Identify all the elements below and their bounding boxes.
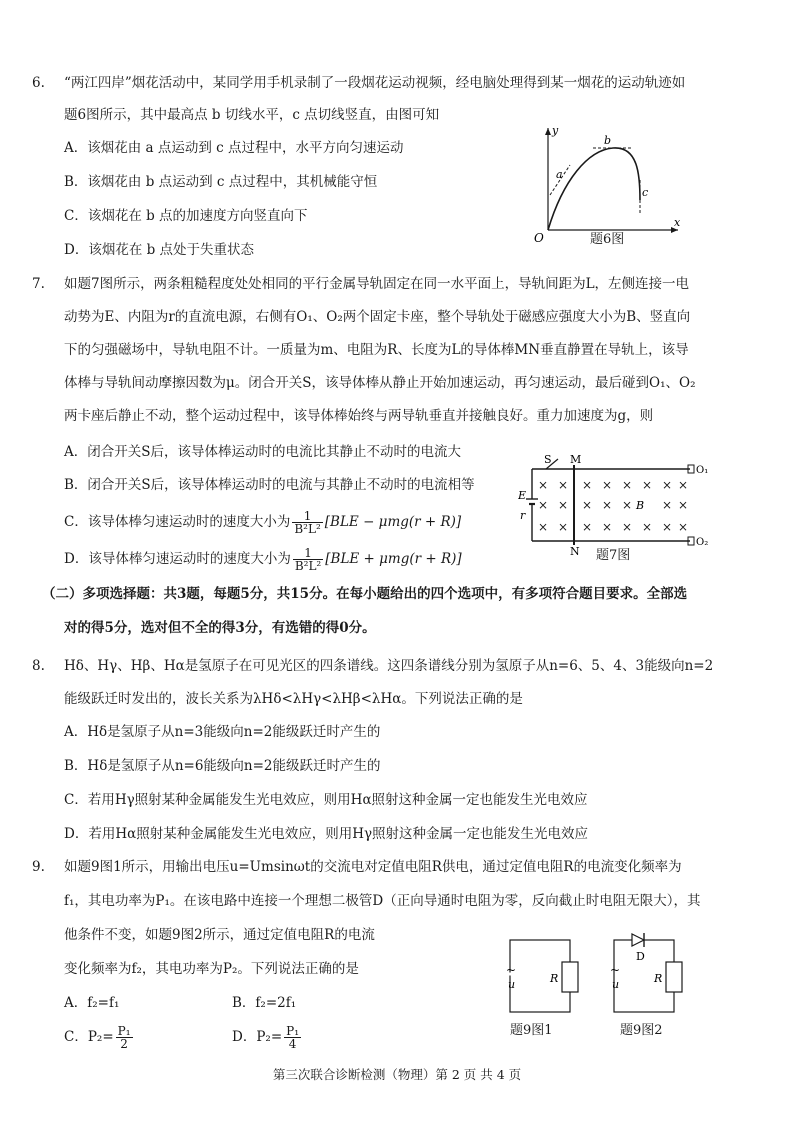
q6-label-y: y <box>552 124 559 137</box>
q8-option-a: A．Hδ是氢原子从n=3能级向n=2能级跃迁时产生的 <box>64 724 381 740</box>
q7-stem-line2: 动势为E、内阻为r的直流电源，右侧有O₁、O₂两个固定卡座，整个导轨处于磁感应强度大小为B、竖直向 <box>64 309 691 325</box>
q9-stem-line1: 如题9图1所示，用输出电压u=Umsinωt的交流电对定值电阻R供电，通过定值电阻R的电流变化频率为 <box>64 859 682 875</box>
svg-text:×: × <box>602 478 613 492</box>
q9-figure2 <box>604 920 694 1020</box>
q6-figure-caption: 题6图 <box>590 232 625 247</box>
q7-label-e: E <box>518 489 527 502</box>
svg-text:×: × <box>622 498 633 512</box>
q9-option-b: B．f₂=2f₁ <box>232 995 297 1011</box>
q9-figure1-caption: 题9图1 <box>510 1023 553 1038</box>
q7-option-b: B．闭合开关S后，该导体棒运动时的电流与其静止不动时的电流相等 <box>64 477 475 493</box>
svg-text:×: × <box>558 520 569 534</box>
q7-stem-line5: 两卡座后静止不动，整个运动过程中，该导体棒始终与两导轨垂直并接触良好。重力加速度为g，则 <box>64 408 654 424</box>
magnetic-field-crosses <box>538 478 688 534</box>
q9-fig1-r: R <box>550 972 559 985</box>
svg-text:×: × <box>538 498 549 512</box>
q8-option-b: B．Hδ是氢原子从n=6能级向n=2能级跃迁时产生的 <box>64 758 381 774</box>
q7-option-d: D．该导体棒匀速运动时的速度大小为 $\frac{1}{\text{B²L²}}$ [BLE + μmg(r + R)] <box>64 546 462 573</box>
q8-option-c: C．若用Hγ照射某种金属能发生光电效应，则用Hα照射这种金属一定也能发生光电效应 <box>64 792 588 808</box>
svg-text:×: × <box>662 498 673 512</box>
q6-label-b: b <box>604 134 612 147</box>
q7-figure <box>518 455 718 557</box>
q7-label-n: N <box>570 545 580 557</box>
resistor-r2 <box>666 962 682 992</box>
q9-option-a: A．f₂=f₁ <box>64 995 120 1011</box>
q9-option-d: D．P₂= $\frac{\text{P₁}}{4}$ <box>232 1024 300 1051</box>
q8-number: 8. <box>32 658 45 674</box>
resistor-r1 <box>562 962 578 992</box>
q6-label-c: c <box>642 186 649 199</box>
svg-text:×: × <box>642 520 653 534</box>
svg-text:×: × <box>642 478 653 492</box>
q8-option-d: D．若用Hα照射某种金属能发生光电效应，则用Hγ照射这种金属一定也能发生光电效应 <box>64 826 589 842</box>
q6-label-a: a <box>556 168 563 181</box>
svg-text:×: × <box>662 520 673 534</box>
svg-text:×: × <box>602 498 613 512</box>
q9-number: 9. <box>32 859 45 875</box>
q9-fig2-tilde: ~ <box>610 963 621 977</box>
q7-option-a: A．闭合开关S后，该导体棒运动时的电流比其静止不动时的电流大 <box>64 444 461 460</box>
q7-label-s: S <box>544 455 552 466</box>
page-footer: 第三次联合诊断检测（物理）第 2 页 共 4 页 <box>272 1067 522 1082</box>
q7-figure-caption: 题7图 <box>596 548 631 563</box>
q6-option-c: C．该烟花在 b 点的加速度方向竖直向下 <box>64 208 308 224</box>
q6-number: 6. <box>32 75 45 91</box>
q8-stem-line1: Hδ、Hγ、Hβ、Hα是氢原子在可见光区的四条谱线。这四条谱线分别为氢原子从n=6、5、4、3能级向n=2 <box>64 658 714 674</box>
diode-d <box>632 934 644 946</box>
svg-text:×: × <box>622 478 633 492</box>
svg-text:×: × <box>558 498 569 512</box>
svg-text:×: × <box>582 498 593 512</box>
trajectory <box>548 148 640 230</box>
q9-fig1-tilde: ~ <box>506 963 517 977</box>
q9-stem-line2: f₁，其电功率为P₁。在该电路中连接一个理想二极管D（正向导通时电阻为零，反向截止时电阻无限大），其 <box>64 893 701 909</box>
q9-option-c: C．P₂= $\frac{\text{P₁}}{2}$ <box>64 1024 131 1051</box>
svg-text:×: × <box>538 520 549 534</box>
q7-label-m: M <box>570 455 582 466</box>
svg-text:×: × <box>582 520 593 534</box>
q9-fig2-r: R <box>654 972 663 985</box>
q6-label-x: x <box>674 216 681 229</box>
q9-figure1 <box>500 930 590 1020</box>
q7-label-r: r <box>520 509 526 522</box>
svg-text:×: × <box>662 478 673 492</box>
svg-text:×: × <box>558 478 569 492</box>
svg-text:×: × <box>582 478 593 492</box>
section2-heading-line1: （二）多项选择题：共3题，每题5分，共15分。在每小题给出的四个选项中，有多项符合题目要求。全部选 <box>42 586 688 602</box>
q9-fig2-d: D <box>636 950 645 963</box>
q9-stem-line3: 他条件不变，如题9图2所示，通过定值电阻R的电流 <box>64 927 375 943</box>
q7-label-o2: O₂ <box>696 537 709 548</box>
q9-fig2-u: u <box>612 978 620 991</box>
q6-option-d: D．该烟花在 b 点处于失重状态 <box>64 242 255 258</box>
q6-stem-line1: “两江四岸”烟花活动中，某同学用手机录制了一段烟花运动视频，经电脑处理得到某一烟花的运动轨迹如 <box>64 75 686 91</box>
q7-stem-line1: 如题7图所示，两条粗糙程度处处相同的平行金属导轨固定在同一水平面上，导轨间距为L，左侧连接一电 <box>64 276 690 292</box>
svg-text:×: × <box>622 520 633 534</box>
svg-text:×: × <box>602 520 613 534</box>
q6-option-b: B．该烟花由 b 点运动到 c 点过程中，其机械能守恒 <box>64 174 378 190</box>
q6-label-o: O <box>534 231 544 245</box>
q7-stem-line4: 体棒与导轨间动摩擦因数为μ。闭合开关S，该导体棒从静止开始加速运动，再匀速运动，最后碰到O₁、O₂ <box>64 375 696 391</box>
q6-option-a: A．该烟花由 a 点运动到 c 点过程中，水平方向匀速运动 <box>64 140 404 156</box>
q7-label-b: B <box>636 499 645 512</box>
q7-option-c: C．该导体棒匀速运动时的速度大小为 $\frac{1}{\text{B²L²}}$ [BLE − μmg(r + R)] <box>64 509 462 536</box>
svg-text:×: × <box>538 478 549 492</box>
q7-number: 7. <box>32 276 45 292</box>
q9-figure2-caption: 题9图2 <box>620 1023 663 1038</box>
svg-text:×: × <box>678 498 689 512</box>
q8-stem-line2: 能级跃迁时发出的，波长关系为λHδ<λHγ<λHβ<λHα。下列说法正确的是 <box>64 691 523 707</box>
section2-heading-line2: 对的得5分，选对但不全的得3分，有选错的得0分。 <box>64 620 376 636</box>
svg-text:×: × <box>678 520 689 534</box>
q6-stem-line2: 题6图所示，其中最高点 b 切线水平，c 点切线竖直，由图可知 <box>64 107 440 123</box>
q7-label-o1: O₁ <box>696 465 709 476</box>
svg-text:×: × <box>678 478 689 492</box>
q9-fig1-u: u <box>508 978 516 991</box>
q7-stem-line3: 下的匀强磁场中，导轨电阻不计。一质量为m、电阻为R、长度为L的导体棒MN垂直静置在导轨上，该导 <box>64 342 689 358</box>
q9-stem-line4: 变化频率为f₂，其电功率为P₂。下列说法正确的是 <box>64 961 359 977</box>
